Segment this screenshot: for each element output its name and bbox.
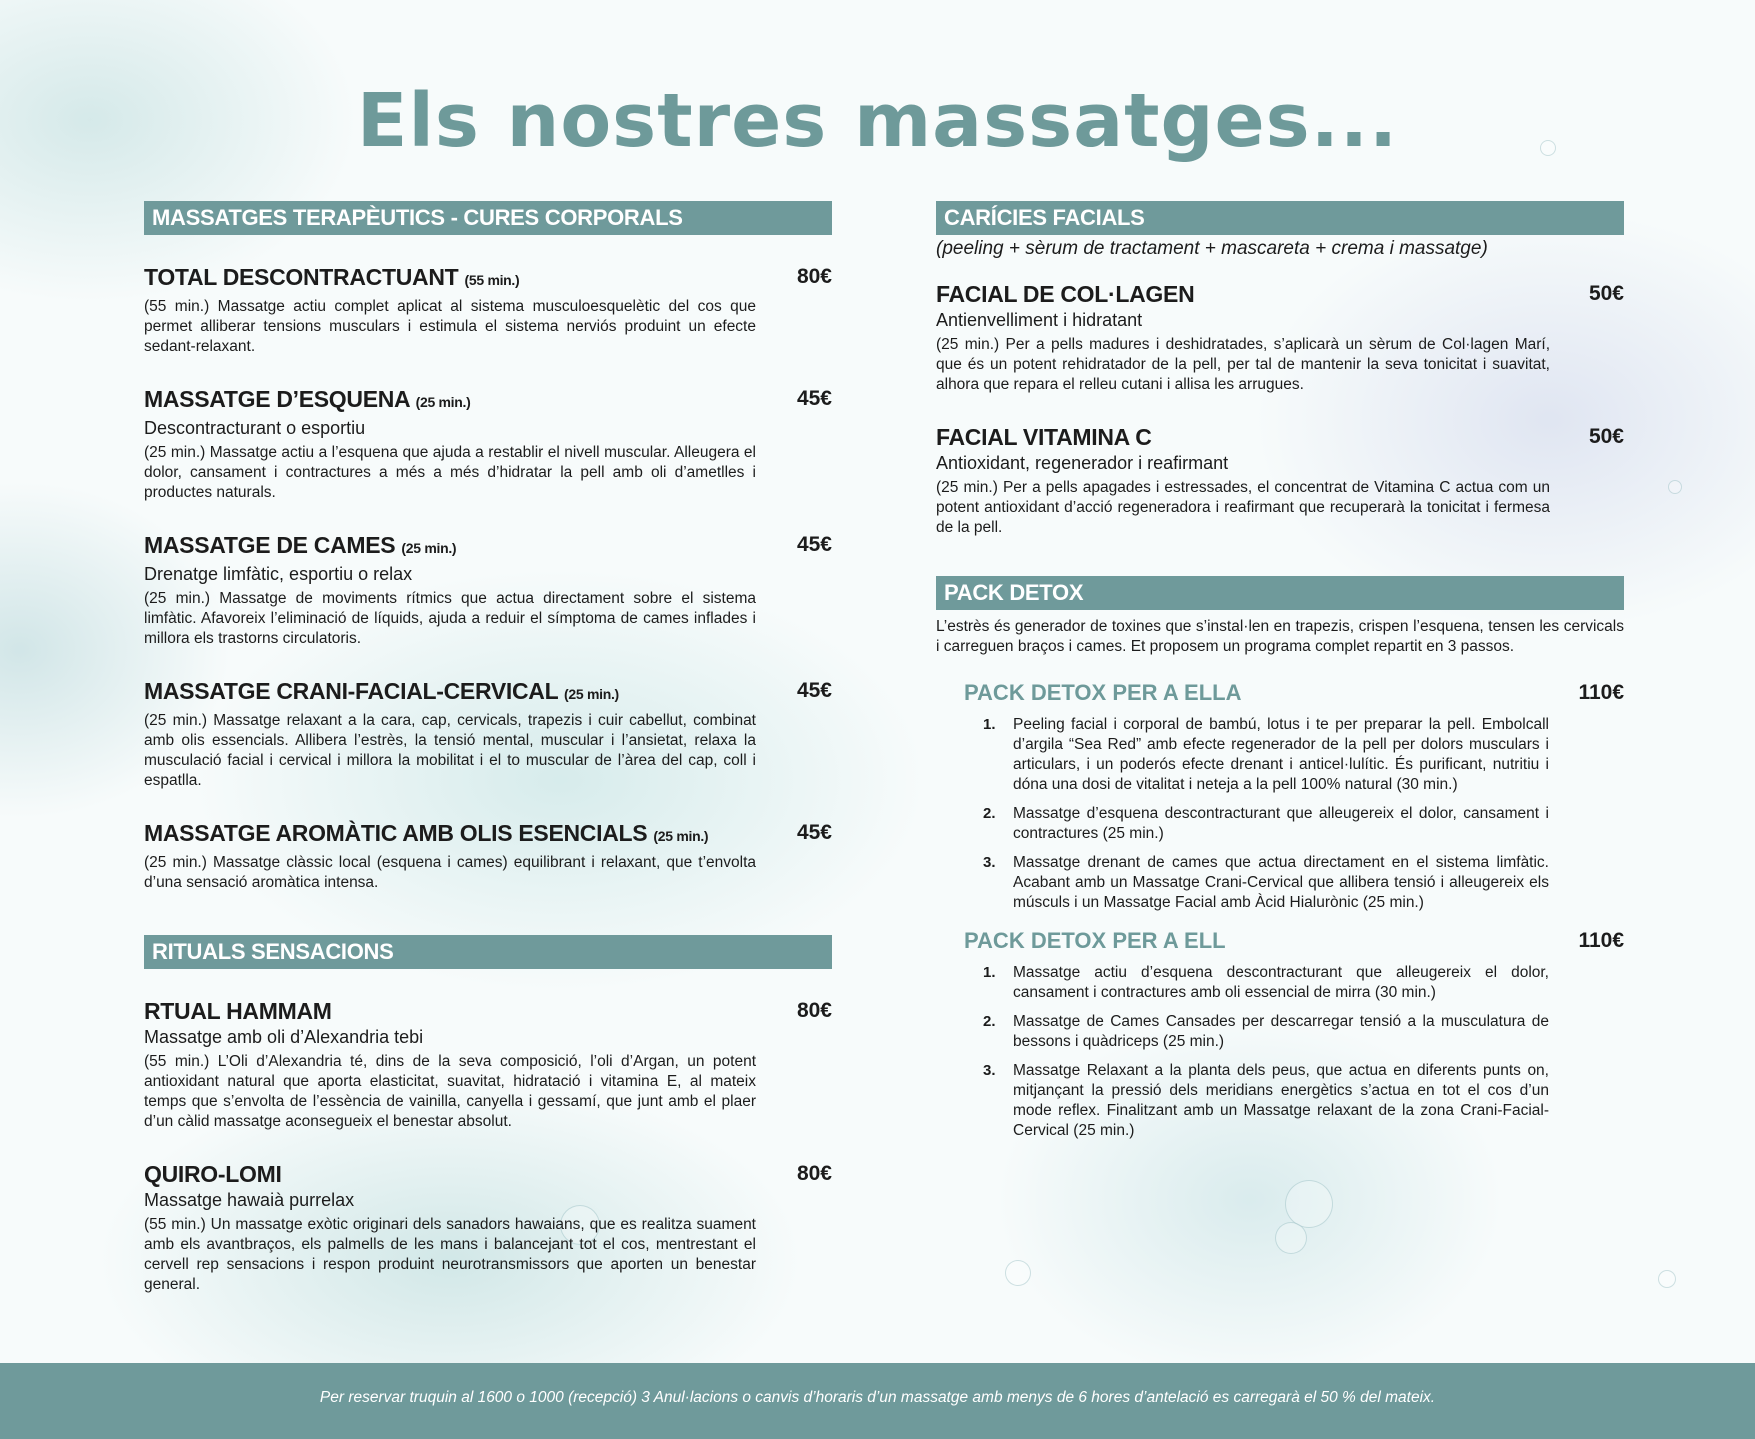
- pack-step: [964, 853, 1624, 913]
- item-subtitle: Drenatge limfàtic, esportiu o relax: [144, 564, 413, 584]
- step-number: 1.: [983, 716, 996, 733]
- pack-price: 110€: [1578, 929, 1624, 952]
- item-price: 45€: [796, 387, 832, 410]
- pack-step: [964, 1012, 1624, 1052]
- step-text: Massatge de Cames Cansades per descarregar tensió a la musculatura de bessons i quàdriceps (25 min.): [1013, 1013, 1549, 1050]
- right-column: [936, 201, 1624, 1150]
- section-header-facial: CARÍCIES FACIALS: [936, 201, 1624, 235]
- detox-intro: L’estrès és generador de toxines que s’instal·len en trapezis, crispen l’esquena, tensen les cervicals i carreguen braços i cames. Et proposem un programa complet repartit en 3 passos.: [936, 618, 1624, 655]
- step-number: 1.: [983, 964, 996, 981]
- section-header-detox: PACK DETOX: [936, 576, 1624, 610]
- item-name: MASSATGE AROMÀTIC AMB OLIS ESENCIALS (25 min.): [144, 820, 709, 846]
- item-description: (25 min.) Massatge actiu a l’esquena que ajuda a restablir el nivell muscular. Alleugera el dolor, cansament i contractures a més a més d’hidratar la pell amb oli d’ametlles i productes naturals.: [144, 444, 756, 501]
- item-description: (25 min.) Massatge relaxant a la cara, cap, cervicals, trapezis i cuir cabellut, combinat amb olis essencials. Allibera l’estrès, la tensió mental, muscular i l’ansietat, relaxa la musculació facial i cervical i millora la mobilitat i el to muscular de l’àrea del cap, coll i espatlla.: [144, 712, 756, 789]
- step-number: 2.: [983, 805, 996, 822]
- item-price: 80€: [796, 999, 832, 1022]
- decorative-bubble: [1275, 1222, 1307, 1254]
- item-description: (25 min.) Per a pells apagades i estressades, el concentrat de Vitamina C actua com un potent antioxidant d’acció regeneradora i reafirmant que recuperarà la tonicitat i fermesa de la pell.: [936, 479, 1550, 536]
- menu-item-massatge-esquena: [144, 385, 832, 503]
- menu-item-quiro-lomi: [144, 1160, 832, 1295]
- pack-title: PACK DETOX PER A ELLA: [964, 680, 1242, 705]
- section-subheader-facial: (peeling + sèrum de tractament + mascareta + crema i massatge): [936, 238, 1488, 259]
- pack-step: [964, 715, 1624, 795]
- decorative-bubble: [1668, 480, 1682, 494]
- item-price: 45€: [796, 533, 832, 556]
- item-subtitle: Antienvelliment i hidratant: [936, 310, 1143, 330]
- section-header-therapeutic: MASSATGES TERAPÈUTICS - CURES CORPORALS: [144, 201, 832, 235]
- pack-steps: [964, 715, 1624, 913]
- step-text: Massatge Relaxant a la planta dels peus, que actua en diferents punts on, mitjançant la pressió dels meridians energètics s’actua en tot el cos d’un mode reflex. Finalitzant amb un Massatge relaxant de la zona Crani-Facial-Cervical (25 min.): [1013, 1062, 1549, 1139]
- footer-booking-note: Per reservar truquin al 1600 o 1000 (recepció) 3 Anul·lacions o canvis d’horaris d’un massatge amb menys de 6 hores d’antelació es carregarà el 50 % del mateix.: [0, 1363, 1755, 1439]
- item-price: 80€: [796, 265, 832, 288]
- step-number: 3.: [983, 1062, 996, 1079]
- item-subtitle: Massatge amb oli d’Alexandria tebi: [144, 1027, 424, 1047]
- item-price: 50€: [1588, 282, 1624, 305]
- step-text: Massatge drenant de cames que actua directament en el sistema limfàtic. Acabant amb un Massatge Crani-Cervical que allibera tensió i alleugereix els músculs i un Massatge Facial amb Àcid Hialurònic (25 min.): [1013, 854, 1549, 911]
- step-number: 3.: [983, 854, 996, 871]
- item-description: (55 min.) Massatge actiu complet aplicat al sistema musculoesquelètic del cos que permet alliberar tensions musculars i estimula el sistema nerviós produint un efecte sedant-relaxant.: [144, 298, 756, 355]
- menu-item-aromatic: [144, 819, 832, 893]
- item-price: 80€: [796, 1162, 832, 1185]
- item-description: (55 min.) Un massatge exòtic originari dels sanadors hawaians, que es realitza suament amb els avantbraços, els palmells de les mans i balancejant tot el cos, mentrestant el cervell rep sensacions i respon produint neurotransmissors que aporten un benestar general.: [144, 1216, 756, 1293]
- menu-item-facial-vitamina-c: [936, 423, 1624, 538]
- item-name: TOTAL DESCONTRACTUANT (55 min.): [144, 264, 520, 290]
- menu-item-crani-facial-cervical: [144, 677, 832, 791]
- menu-item-total-descontractuant: [144, 263, 832, 357]
- menu-item-ritual-hammam: [144, 997, 832, 1132]
- page-title: Els nostres massatges...: [356, 78, 1399, 164]
- decorative-bubble: [1005, 1260, 1031, 1286]
- item-price: 50€: [1588, 425, 1624, 448]
- item-name: FACIAL VITAMINA C: [936, 424, 1152, 450]
- item-subtitle: Descontracturant o esportiu: [144, 418, 366, 438]
- item-price: 45€: [796, 821, 832, 844]
- step-text: Massatge d’esquena descontracturant que alleugereix el dolor, cansament i contractures (25 min.): [1013, 805, 1549, 842]
- item-description: (25 min.) Per a pells madures i deshidratades, s’aplicarà un sèrum de Col·lagen Marí, que és un potent rehidratador de la pell, per tal de mantenir la seva tonicitat i suavitat, alhora que repara el relleu cutani i allisa les arrugues.: [936, 336, 1550, 393]
- item-name: QUIRO-LOMI: [144, 1161, 282, 1187]
- item-subtitle: Antioxidant, regenerador i reafirmant: [936, 453, 1229, 473]
- menu-item-massatge-cames: [144, 531, 832, 649]
- pack-step: [964, 963, 1624, 1003]
- pack-title: PACK DETOX PER A ELL: [964, 928, 1226, 953]
- section-header-rituals: RITUALS SENSACIONS: [144, 935, 832, 969]
- step-text: Massatge actiu d’esquena descontracturant que alleugereix el dolor, cansament i contractures amb oli essencial de mirra (30 min.): [1013, 964, 1549, 1001]
- item-description: (25 min.) Massatge clàssic local (esquena i cames) equilibrant i relaxant, que t’envolta d’una sensació aromàtica intensa.: [144, 854, 756, 891]
- pack-detox-ella: [936, 679, 1624, 913]
- pack-step: [964, 804, 1624, 844]
- item-description: (55 min.) L’Oli d’Alexandria té, dins de la seva composició, l’oli d’Argan, un potent antioxidant natural que aporta elasticitat, suavitat, hidratació i vitamina E, al mateix temps que s’envolta de l’essència de vainilla, canyella i gessamí, que junt amb el plaer d’un càlid massatge aconsegueix el benestar absolut.: [144, 1053, 756, 1130]
- pack-detox-ell: [936, 927, 1624, 1141]
- step-number: 2.: [983, 1013, 996, 1030]
- step-text: Peeling facial i corporal de bambú, lotus i te per preparar la pell. Embolcall d’argila “Sea Red” amb efecte regenerador de la pell per dolors musculars i articulars, i un poderós efecte drenant i anticel·lulític. És purificant, nutritiu i dóna una dosi de vitalitat i neteja a la pell 100% natural (30 min.): [1013, 716, 1549, 793]
- item-subtitle: Massatge hawaià purrelax: [144, 1190, 355, 1210]
- item-description: (25 min.) Massatge de moviments rítmics que actua directament sobre el sistema limfàtic. Afavoreix l’eliminació de líquids, ajuda a reduir el símptoma de cames inflades i millora els trastorns circulatoris.: [144, 590, 756, 647]
- item-name: MASSATGE D’ESQUENA (25 min.): [144, 386, 471, 412]
- left-column: [144, 201, 832, 1295]
- pack-steps: [964, 963, 1624, 1141]
- item-name: FACIAL DE COL·LAGEN: [936, 281, 1195, 307]
- item-name: MASSATGE CRANI-FACIAL-CERVICAL (25 min.): [144, 678, 619, 704]
- decorative-bubble: [1285, 1180, 1333, 1228]
- item-price: 45€: [796, 679, 832, 702]
- menu-item-facial-collagen: [936, 280, 1624, 395]
- item-name: RTUAL HAMMAM: [144, 998, 332, 1024]
- decorative-bubble: [1658, 1270, 1676, 1288]
- pack-step: [964, 1061, 1624, 1141]
- item-name: MASSATGE DE CAMES (25 min.): [144, 532, 457, 558]
- pack-price: 110€: [1578, 681, 1624, 704]
